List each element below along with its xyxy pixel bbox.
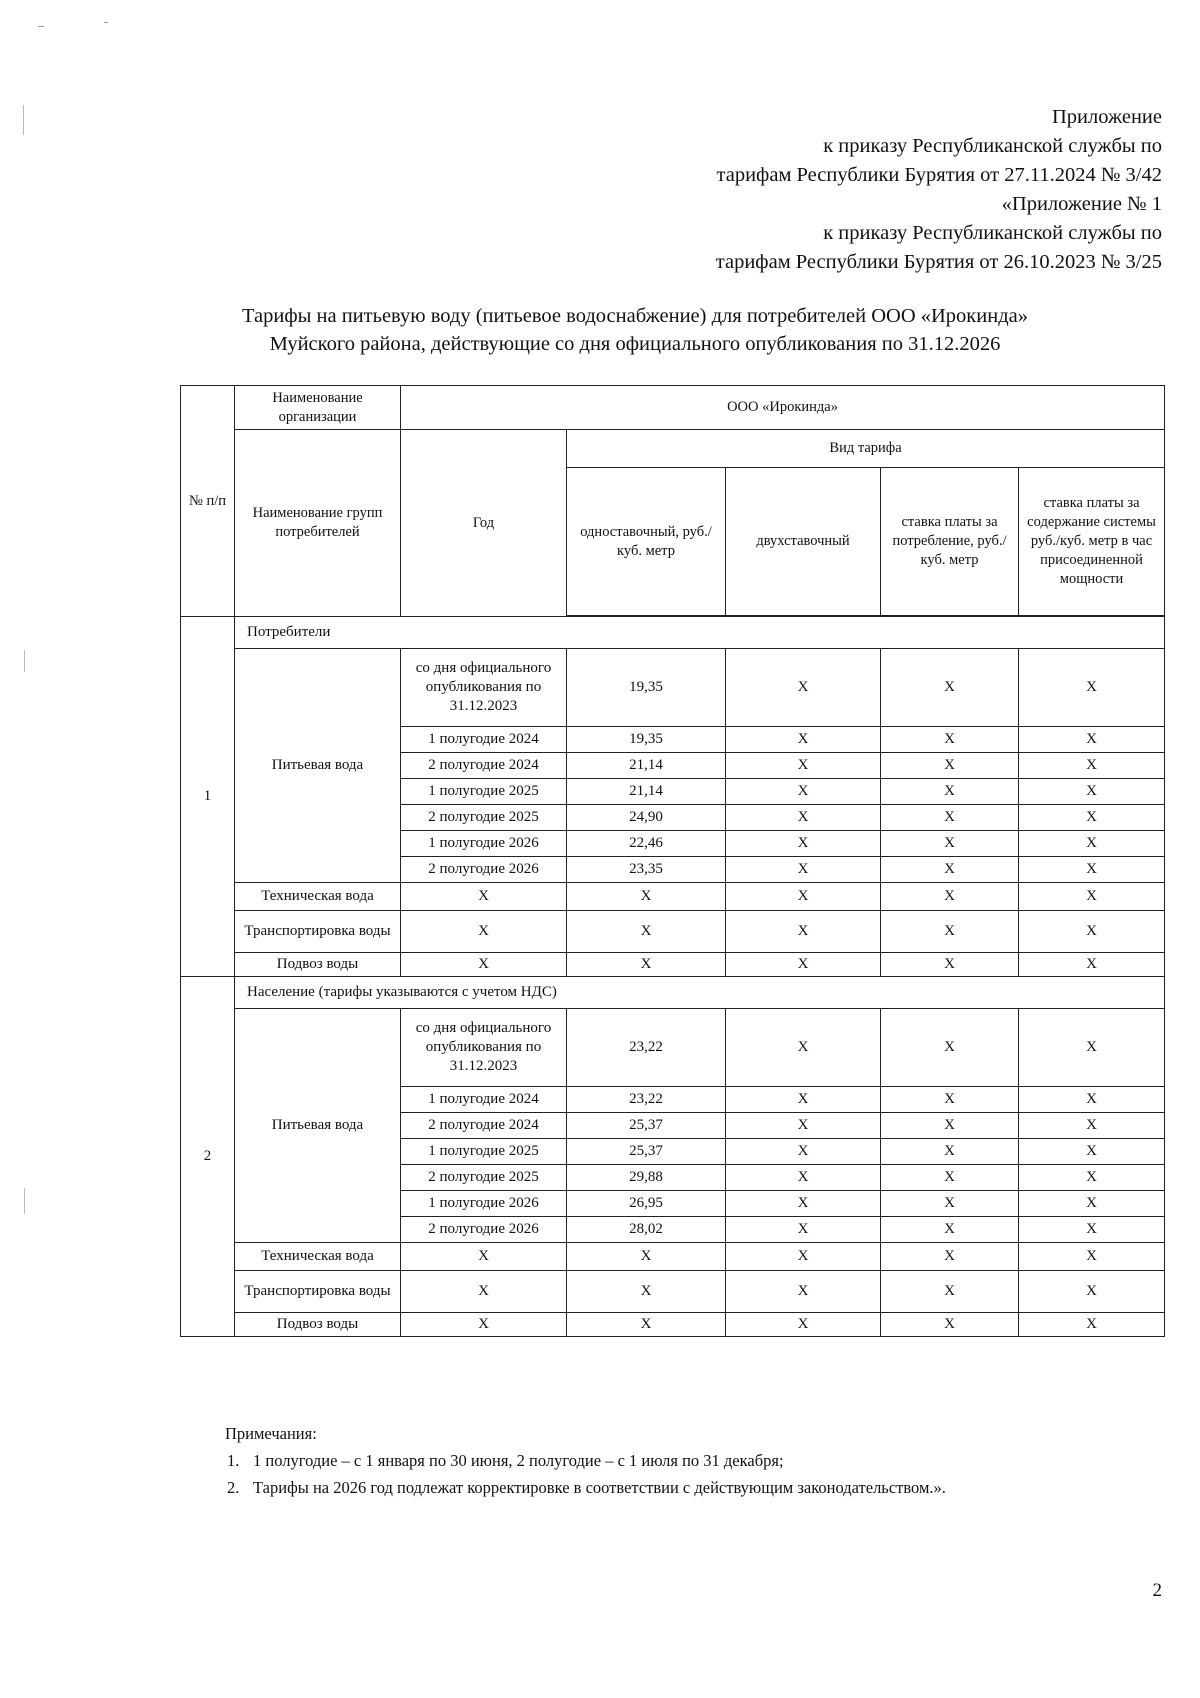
maintenance-rate-cell: X bbox=[1019, 911, 1165, 953]
period-cell: 2 полугодие 2025 bbox=[401, 805, 567, 831]
maintenance-rate-cell: X bbox=[1019, 779, 1165, 805]
header-num: № п/п bbox=[181, 386, 235, 617]
section-title-row bbox=[181, 617, 1165, 649]
single-rate-cell: 28,02 bbox=[567, 1217, 726, 1243]
period-cell: со дня официального опубликования по 31.12.2023 bbox=[401, 1009, 567, 1087]
period-cell: 2 полугодие 2024 bbox=[401, 1113, 567, 1139]
maintenance-rate-cell: X bbox=[1019, 1271, 1165, 1313]
header-line: Приложение bbox=[1051, 106, 1162, 128]
header-maintenance-rate: ставка платы за содержание системы руб./куб. метр в час присоединенной мощности bbox=[1019, 468, 1165, 616]
consumption-rate-cell: X bbox=[881, 831, 1019, 857]
period-cell: 2 полугодие 2025 bbox=[401, 1165, 567, 1191]
appendix-header bbox=[716, 103, 1162, 277]
title-line-2: Муйского района, действующие со дня официального опубликования по 31.12.2026 bbox=[269, 333, 1001, 355]
single-rate-cell: 26,95 bbox=[567, 1191, 726, 1217]
document-title bbox=[150, 302, 1120, 358]
maintenance-rate-cell: X bbox=[1019, 857, 1165, 883]
single-rate-cell: 23,35 bbox=[567, 857, 726, 883]
consumption-rate-cell: X bbox=[881, 1139, 1019, 1165]
maintenance-rate-cell: X bbox=[1019, 727, 1165, 753]
maintenance-rate-cell: X bbox=[1019, 1113, 1165, 1139]
double-rate-cell: X bbox=[726, 1191, 881, 1217]
double-rate-cell: X bbox=[726, 1087, 881, 1113]
double-rate-cell: X bbox=[726, 779, 881, 805]
single-rate-cell: 25,37 bbox=[567, 1139, 726, 1165]
group-label: Транспортировка воды bbox=[235, 1271, 401, 1313]
table-row bbox=[181, 883, 1165, 911]
maintenance-rate-cell: X bbox=[1019, 883, 1165, 911]
double-rate-cell: X bbox=[726, 1165, 881, 1191]
note-item bbox=[225, 1474, 946, 1501]
period-cell: X bbox=[401, 1313, 567, 1337]
period-cell: 1 полугодие 2024 bbox=[401, 727, 567, 753]
title-line-1: Тарифы на питьевую воду (питьевое водоснабжение) для потребителей ООО «Ирокинда» bbox=[241, 305, 1028, 327]
period-cell: X bbox=[401, 1271, 567, 1313]
consumption-rate-cell: X bbox=[881, 779, 1019, 805]
double-rate-cell: X bbox=[726, 1271, 881, 1313]
scan-artifact bbox=[24, 650, 25, 672]
section-number: 2 bbox=[181, 977, 235, 1337]
double-rate-cell: X bbox=[726, 831, 881, 857]
maintenance-rate-cell: X bbox=[1019, 1165, 1165, 1191]
double-rate-cell: X bbox=[726, 1139, 881, 1165]
header-line: к приказу Республиканской службы по bbox=[823, 222, 1162, 244]
scan-artifact bbox=[24, 1188, 25, 1214]
double-rate-cell: X bbox=[726, 911, 881, 953]
single-rate-cell: 22,46 bbox=[567, 831, 726, 857]
single-rate-cell: 23,22 bbox=[567, 1087, 726, 1113]
double-rate-cell: X bbox=[726, 727, 881, 753]
period-cell: X bbox=[401, 1243, 567, 1271]
double-rate-cell: X bbox=[726, 1313, 881, 1337]
header-groups: Наименование групп потребителей bbox=[235, 430, 401, 617]
consumption-rate-cell: X bbox=[881, 1271, 1019, 1313]
double-rate-cell: X bbox=[726, 805, 881, 831]
double-rate-cell: X bbox=[726, 1113, 881, 1139]
maintenance-rate-cell: X bbox=[1019, 1191, 1165, 1217]
double-rate-cell: X bbox=[726, 953, 881, 977]
maintenance-rate-cell: X bbox=[1019, 1009, 1165, 1087]
single-rate-cell: 25,37 bbox=[567, 1113, 726, 1139]
consumption-rate-cell: X bbox=[881, 727, 1019, 753]
period-cell: X bbox=[401, 911, 567, 953]
section-title-row bbox=[181, 977, 1165, 1009]
double-rate-cell: X bbox=[726, 1243, 881, 1271]
note-item bbox=[225, 1447, 946, 1474]
consumption-rate-cell: X bbox=[881, 1113, 1019, 1139]
double-rate-cell: X bbox=[726, 1009, 881, 1087]
period-cell: 2 полугодие 2026 bbox=[401, 1217, 567, 1243]
page-number: 2 bbox=[1152, 1580, 1162, 1601]
consumption-rate-cell: X bbox=[881, 1243, 1019, 1271]
header-line: «Приложение № 1 bbox=[1001, 193, 1162, 215]
consumption-rate-cell: X bbox=[881, 883, 1019, 911]
group-label: Техническая вода bbox=[235, 883, 401, 911]
maintenance-rate-cell: X bbox=[1019, 1217, 1165, 1243]
single-rate-cell: X bbox=[567, 883, 726, 911]
single-rate-cell: 24,90 bbox=[567, 805, 726, 831]
consumption-rate-cell: X bbox=[881, 1165, 1019, 1191]
period-cell: 1 полугодие 2025 bbox=[401, 1139, 567, 1165]
single-rate-cell: X bbox=[567, 1271, 726, 1313]
single-rate-cell: 21,14 bbox=[567, 753, 726, 779]
double-rate-cell: X bbox=[726, 1217, 881, 1243]
tariff-table bbox=[180, 385, 1165, 1337]
table-row bbox=[181, 1243, 1165, 1271]
maintenance-rate-cell: X bbox=[1019, 953, 1165, 977]
note-text: 1 полугодие – с 1 января по 30 июня, 2 полугодие – с 1 июля по 31 декабря; bbox=[253, 1451, 784, 1470]
section-title: Потребители bbox=[235, 617, 1165, 649]
group-label: Подвоз воды bbox=[235, 953, 401, 977]
consumption-rate-cell: X bbox=[881, 953, 1019, 977]
group-label: Техническая вода bbox=[235, 1243, 401, 1271]
table-row bbox=[181, 911, 1165, 953]
single-rate-cell: X bbox=[567, 911, 726, 953]
scan-artifact bbox=[38, 26, 44, 27]
maintenance-rate-cell: X bbox=[1019, 805, 1165, 831]
single-rate-cell: 19,35 bbox=[567, 727, 726, 753]
header-org: Наименование организации bbox=[235, 386, 401, 430]
single-rate-cell: 29,88 bbox=[567, 1165, 726, 1191]
period-cell: со дня официального опубликования по 31.12.2023 bbox=[401, 649, 567, 727]
header-line: к приказу Республиканской службы по bbox=[823, 135, 1162, 157]
table-row bbox=[181, 1313, 1165, 1337]
group-label: Транспортировка воды bbox=[235, 911, 401, 953]
consumption-rate-cell: X bbox=[881, 649, 1019, 727]
header-double-rate: двухставочный bbox=[726, 468, 881, 616]
consumption-rate-cell: X bbox=[881, 857, 1019, 883]
note-text: Тарифы на 2026 год подлежат корректировке в соответствии с действующим законодательством.». bbox=[253, 1478, 946, 1497]
period-cell: X bbox=[401, 883, 567, 911]
maintenance-rate-cell: X bbox=[1019, 649, 1165, 727]
note-number: 1. bbox=[227, 1451, 240, 1470]
group-label-drinking-water: Питьевая вода bbox=[235, 1009, 401, 1243]
period-cell: 2 полугодие 2024 bbox=[401, 753, 567, 779]
consumption-rate-cell: X bbox=[881, 1313, 1019, 1337]
scan-artifact bbox=[23, 105, 24, 135]
maintenance-rate-cell: X bbox=[1019, 1087, 1165, 1113]
group-label-drinking-water: Питьевая вода bbox=[235, 649, 401, 883]
consumption-rate-cell: X bbox=[881, 1087, 1019, 1113]
consumption-rate-cell: X bbox=[881, 753, 1019, 779]
single-rate-cell: X bbox=[567, 1313, 726, 1337]
section-title: Население (тарифы указываются с учетом НДС) bbox=[235, 977, 1165, 1009]
single-rate-cell: 23,22 bbox=[567, 1009, 726, 1087]
single-rate-cell: X bbox=[567, 953, 726, 977]
org-name: ООО «Ирокинда» bbox=[401, 386, 1165, 430]
notes bbox=[225, 1420, 946, 1501]
period-cell: 2 полугодие 2026 bbox=[401, 857, 567, 883]
note-number: 2. bbox=[227, 1478, 240, 1497]
table-row bbox=[181, 1271, 1165, 1313]
period-cell: X bbox=[401, 953, 567, 977]
scan-artifact bbox=[104, 22, 108, 23]
header-line: тарифам Республики Бурятия от 26.10.2023 № 3/25 bbox=[715, 251, 1162, 273]
maintenance-rate-cell: X bbox=[1019, 831, 1165, 857]
header-single-rate: одноставочный, руб./ куб. метр bbox=[567, 468, 726, 616]
period-cell: 1 полугодие 2026 bbox=[401, 831, 567, 857]
table-row bbox=[181, 649, 1165, 727]
consumption-rate-cell: X bbox=[881, 911, 1019, 953]
table-row bbox=[181, 1009, 1165, 1087]
header-line: тарифам Республики Бурятия от 27.11.2024 № 3/42 bbox=[716, 164, 1162, 186]
single-rate-cell: X bbox=[567, 1243, 726, 1271]
single-rate-cell: 21,14 bbox=[567, 779, 726, 805]
maintenance-rate-cell: X bbox=[1019, 1139, 1165, 1165]
period-cell: 1 полугодие 2024 bbox=[401, 1087, 567, 1113]
period-cell: 1 полугодие 2025 bbox=[401, 779, 567, 805]
single-rate-cell: 19,35 bbox=[567, 649, 726, 727]
maintenance-rate-cell: X bbox=[1019, 1313, 1165, 1337]
header-consumption-rate: ставка платы за потребление, руб./ куб. метр bbox=[881, 468, 1019, 616]
notes-heading: Примечания: bbox=[225, 1424, 317, 1443]
header-year: Год bbox=[401, 430, 567, 617]
maintenance-rate-cell: X bbox=[1019, 1243, 1165, 1271]
section-number: 1 bbox=[181, 617, 235, 977]
double-rate-cell: X bbox=[726, 883, 881, 911]
consumption-rate-cell: X bbox=[881, 1009, 1019, 1087]
period-cell: 1 полугодие 2026 bbox=[401, 1191, 567, 1217]
double-rate-cell: X bbox=[726, 753, 881, 779]
consumption-rate-cell: X bbox=[881, 1217, 1019, 1243]
header-tariff-type: Вид тарифа bbox=[567, 430, 1165, 468]
maintenance-rate-cell: X bbox=[1019, 753, 1165, 779]
double-rate-cell: X bbox=[726, 649, 881, 727]
consumption-rate-cell: X bbox=[881, 805, 1019, 831]
double-rate-cell: X bbox=[726, 857, 881, 883]
table-row bbox=[181, 953, 1165, 977]
consumption-rate-cell: X bbox=[881, 1191, 1019, 1217]
group-label: Подвоз воды bbox=[235, 1313, 401, 1337]
